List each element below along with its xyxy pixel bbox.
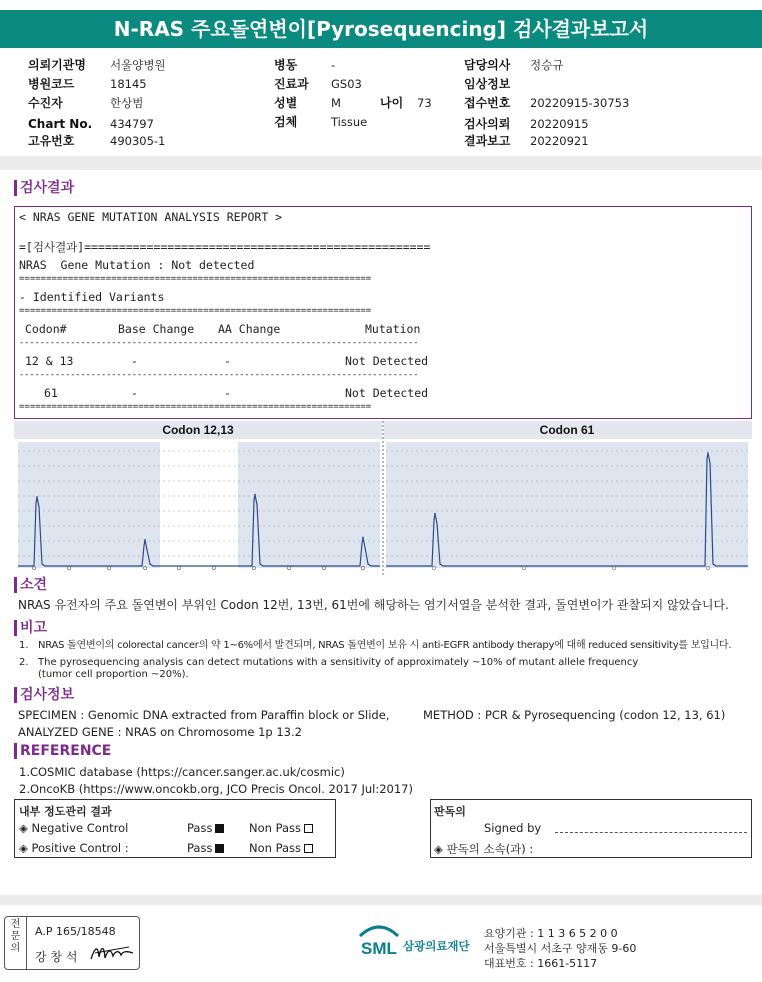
report-divider: ------------------------------------------------------------------------------ [19,370,419,380]
left-plot-band-1 [18,442,160,568]
report-separator: ================================================================= [19,402,372,412]
hdr-label-report-date: 결과보고 [464,134,511,148]
chart-right-title: Codon 61 [539,423,595,437]
hdr-value-sex: M [331,96,341,110]
reference-item: 1.COSMIC database (https://cancer.sanger.ac.uk/cosmic) [19,765,345,779]
report-row-aa: - [224,354,231,368]
company-address: 서울특별시 서초구 양재동 9-60 [484,942,637,955]
report-box [14,206,752,419]
qc-negative-pass [187,821,224,835]
hdr-value-age: 73 [417,96,432,110]
stamp-side-char: 전 [10,919,21,930]
qc-box [14,799,336,858]
hdr-value-chart-no: 434797 [110,117,154,131]
unchecked-box-icon [304,824,313,833]
hdr-label-age: 나이 [380,96,404,110]
stamp-side-char: 의 [10,943,21,954]
info-gene: ANALYZED GENE : NRAS on Chromosome 1p 13.2 [18,725,302,739]
company-phone: 대표번호 : 1661-5117 [484,957,598,970]
hdr-label-patient: 수진자 [28,96,63,110]
nonpass-label: Non Pass [249,821,302,835]
hdr-label-hospital-code: 병원코드 [28,77,75,91]
header-divider [0,156,762,170]
page-title: N-RAS 주요돌연변이[Pyrosequencing] 검사결과보고서 [0,10,762,48]
remark-text: The pyrosequencing analysis can detect mutations with a sensitivity of approximately ~10% of mutant allele frequency [38,657,639,668]
report-col-base: Base Change [118,322,195,336]
report-row-codon: 61 [44,386,58,400]
stamp-id: A.P 165/18548 [35,925,116,938]
report-divider: ------------------------------------------------------------------------------ [19,338,419,348]
hdr-label-specimen: 검체 [274,115,298,129]
hdr-value-receipt-no: 20220915-30753 [530,96,630,110]
report-header-line: < NRAS GENE MUTATION ANALYSIS REPORT > [19,210,283,224]
hdr-value-institution: 서울양병원 [110,58,166,72]
hdr-label-unique-no: 고유번호 [28,134,75,148]
footer-divider [0,895,762,905]
reader-signed-by: Signed by [484,821,542,835]
info-method: METHOD : PCR & Pyrosequencing (codon 12, 13, 61) [423,708,726,722]
remark-text: NRAS 돌연변이의 colorectal cancer의 약 1~6%에서 발견되며, NRAS 돌연변이 보유 시 anti-EGFR antibody therapy에 대해 reduced sensitivity를 보입니다. [38,640,732,651]
info-specimen: SPECIMEN : Genomic DNA extracted from Paraffin block or Slide, [18,708,390,722]
remark-text-continued: (tumor cell proportion ~20%). [38,669,189,680]
hdr-value-patient: 한상범 [110,96,144,110]
hdr-value-hospital-code: 18145 [110,77,147,91]
report-row-mutation: Not Detected [345,386,429,400]
signature-icon [89,941,135,965]
report-row-base: - [131,354,138,368]
hdr-value-request-date: 20220915 [530,117,589,131]
pyrogram-charts [14,421,752,575]
hdr-value-department: GS03 [331,77,362,91]
qc-positive-label: ◈ Positive Control : [19,841,129,855]
opinion-text: NRAS 유전자의 주요 돌연변이 부위인 Codon 12번, 13번, 61번에 해당하는 염기서열을 분석한 결과, 돌연변이가 관찰되지 않았습니다. [18,598,729,612]
report-identified: - Identified Variants [19,290,165,304]
pass-label: Pass [187,821,213,835]
qc-positive-pass [187,841,224,855]
remark-number: 1. [19,640,29,651]
hdr-label-chart-no: Chart No. [28,117,93,131]
qc-title: 내부 정도관리 결과 [19,805,112,818]
remark-number: 2. [19,657,29,668]
left-plot-band-2 [160,442,238,568]
pass-label: Pass [187,841,213,855]
reader-affiliation: ◈ 판독의 소속(과) : [434,842,534,856]
report-row-aa: - [224,386,231,400]
report-col-mutation: Mutation [365,322,421,336]
chart-left-title: Codon 12,13 [162,423,234,437]
hdr-label-clinical-info: 임상정보 [464,77,511,91]
hdr-value-report-date: 20220921 [530,134,589,148]
qc-positive-nonpass [249,841,313,855]
stamp-side-char: 문 [10,931,21,942]
report-row-mutation: Not Detected [345,354,429,368]
reader-box [430,799,752,858]
hdr-label-request-date: 검사의뢰 [464,117,511,131]
peak-point [144,539,146,541]
reader-title: 판독의 [434,805,466,818]
report-row-base: - [131,386,138,400]
section-reference-heading: REFERENCE [14,742,111,760]
report-separator: ================================================================= [19,306,372,316]
checked-box-icon [215,824,224,833]
qc-negative-label: ◈ Negative Control [19,821,129,835]
peak-point [362,537,364,539]
logo-text: SML [361,939,397,958]
company-name: 삼광의료재단 [403,939,470,953]
hdr-label-doctor: 담당의사 [464,58,511,72]
section-opinion-heading: 소견 [14,576,47,594]
hdr-label-institution: 의뢰기관명 [28,58,86,72]
section-remark-heading: 비고 [14,619,47,637]
hdr-label-receipt-no: 접수번호 [464,96,511,110]
peak-point [254,494,256,496]
report-separator: ================================================================= [19,274,372,284]
hdr-value-unique-no: 490305-1 [110,134,166,148]
hdr-value-specimen: Tissue [331,115,368,129]
section-info-heading: 검사정보 [14,686,74,704]
signature-line [555,832,747,833]
hdr-label-ward: 병동 [274,58,298,72]
peak-point [707,452,709,454]
stamp-name: 강 창 석 [35,950,78,964]
hdr-value-ward: - [331,58,336,72]
report-row-codon: 12 & 13 [25,354,74,368]
report-gene-mutation: NRAS Gene Mutation : Not detected [19,258,255,272]
report-col-codon: Codon# [25,322,67,336]
hdr-label-sex: 성별 [274,96,298,110]
report-result-line: =[검사결과]================================================== [19,240,431,254]
company-code: 요양기관 : 1 1 3 6 5 2 0 0 [484,927,618,940]
doctor-stamp [4,916,140,970]
hdr-label-department: 진료과 [274,77,309,91]
peak-point [36,496,38,498]
qc-negative-nonpass [249,821,313,835]
reference-item: 2.OncoKB (https://www.oncokb.org, JCO Precis Oncol. 2017 Jul:2017) [19,782,413,796]
section-result-heading: 검사결과 [14,179,74,197]
hdr-value-doctor: 정승규 [530,58,564,72]
stamp-side-label [5,917,27,969]
checked-box-icon [215,844,224,853]
sml-logo-icon [356,922,402,962]
report-col-aa: AA Change [218,322,281,336]
peak-point [434,513,436,515]
nonpass-label: Non Pass [249,841,302,855]
right-plot-area [386,442,748,568]
unchecked-box-icon [304,844,313,853]
